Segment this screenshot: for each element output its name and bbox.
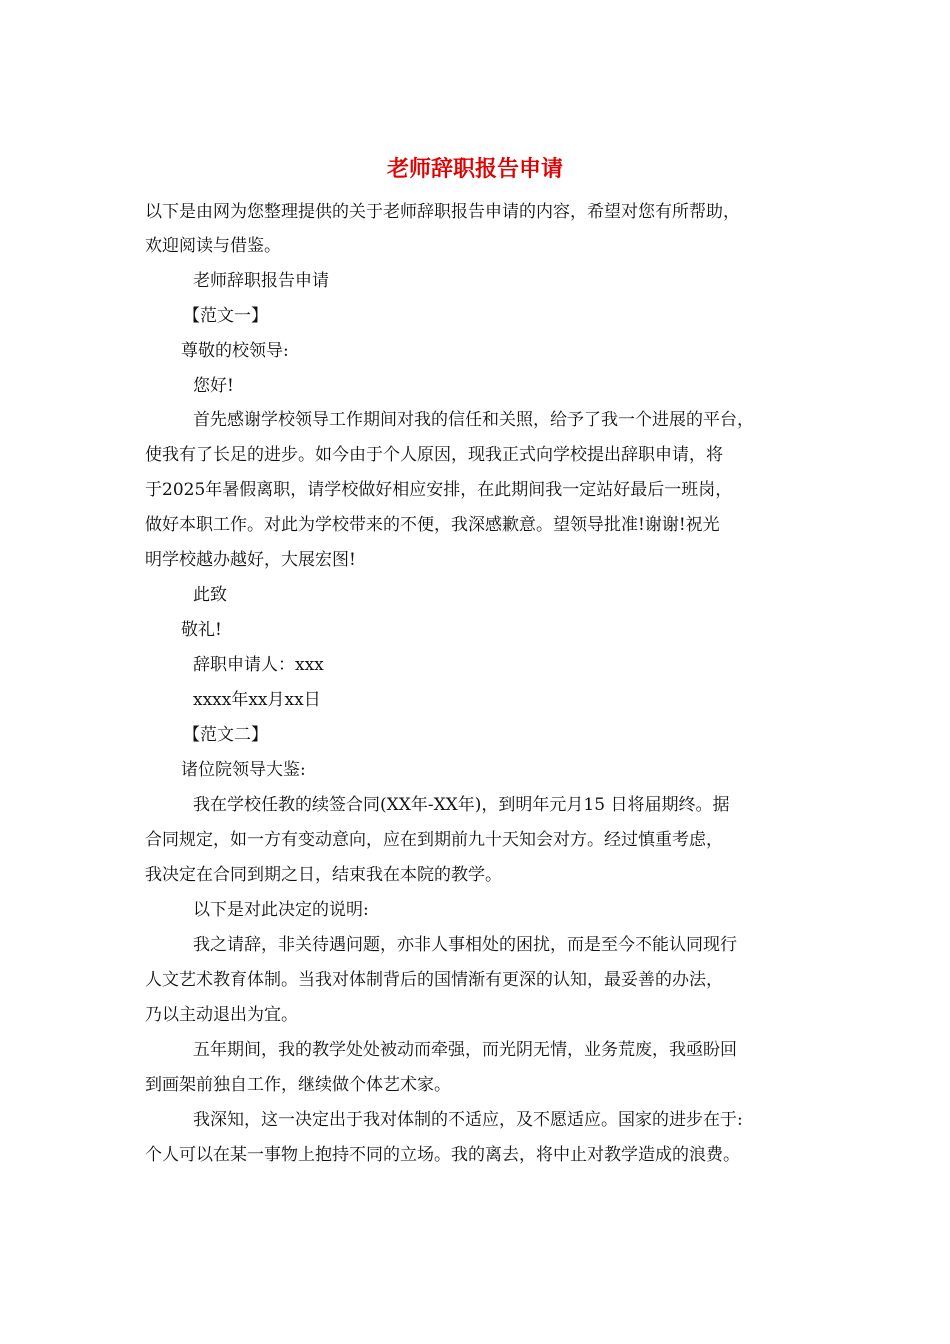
body-line: 首先感谢学校领导工作期间对我的信任和关照，给予了我一个进展的平台，	[193, 410, 754, 430]
sample-two-heading: 【范文二】	[183, 725, 268, 745]
salutation-two: 诸位院领导大鉴:	[181, 760, 306, 780]
date-line: xxxx年xx月xx日	[193, 690, 321, 710]
intro-line-2: 欢迎阅读与借鉴。	[145, 236, 281, 256]
body-line: 合同规定，如一方有变动意向，应在到期前九十天知会对方。经过慎重考虑，	[145, 830, 723, 850]
body-line: 五年期间，我的教学处处被动而牵强，而光阴无情，业务荒废，我亟盼回	[193, 1040, 737, 1060]
signature-line: 辞职申请人：xxx	[193, 655, 324, 675]
body-line: 做好本职工作。对此为学校带来的不便，我深感歉意。望领导批准!谢谢!祝光	[145, 515, 720, 535]
body-line: 使我有了长足的进步。如今由于个人原因，现我正式向学校提出辞职申请，将	[145, 445, 723, 465]
salutation-one: 尊敬的校领导:	[181, 341, 289, 361]
greeting-line: 您好!	[193, 376, 234, 396]
body-line: 于2025年暑假离职，请学校做好相应安排，在此期间我一定站好最后一班岗，	[145, 480, 733, 500]
body-line: 到画架前独自工作，继续做个体艺术家。	[145, 1075, 451, 1095]
body-line: 明学校越办越好，大展宏图!	[145, 550, 356, 570]
body-line: 个人可以在某一事物上抱持不同的立场。我的离去，将中止对教学造成的浪费。	[145, 1145, 740, 1165]
intro-line-1: 以下是由网为您整理提供的关于老师辞职报告申请的内容，希望对您有所帮助，	[145, 202, 740, 222]
body-line: 我决定在合同到期之日，结束我在本院的教学。	[145, 865, 502, 885]
body-line: 我之请辞，非关待遇问题，亦非人事相处的困扰，而是至今不能认同现行	[193, 935, 737, 955]
body-line: 乃以主动退出为宜。	[145, 1005, 298, 1025]
document-title: 老师辞职报告申请	[386, 156, 563, 182]
subtitle-line: 老师辞职报告申请	[193, 271, 329, 291]
body-line: 人文艺术教育体制。当我对体制背后的国情渐有更深的认知，最妥善的办法，	[145, 970, 723, 990]
sample-one-heading: 【范文一】	[183, 306, 268, 326]
body-line: 我在学校任教的续签合同(XX年-XX年)，到明年元月15 日将届期终。据	[193, 795, 730, 815]
body-line: 我深知，这一决定出于我对体制的不适应，及不愿适应。国家的进步在于:	[193, 1110, 743, 1130]
closing-line: 此致	[193, 585, 227, 605]
closing-line: 敬礼!	[181, 620, 222, 640]
body-line: 以下是对此决定的说明:	[193, 900, 369, 920]
